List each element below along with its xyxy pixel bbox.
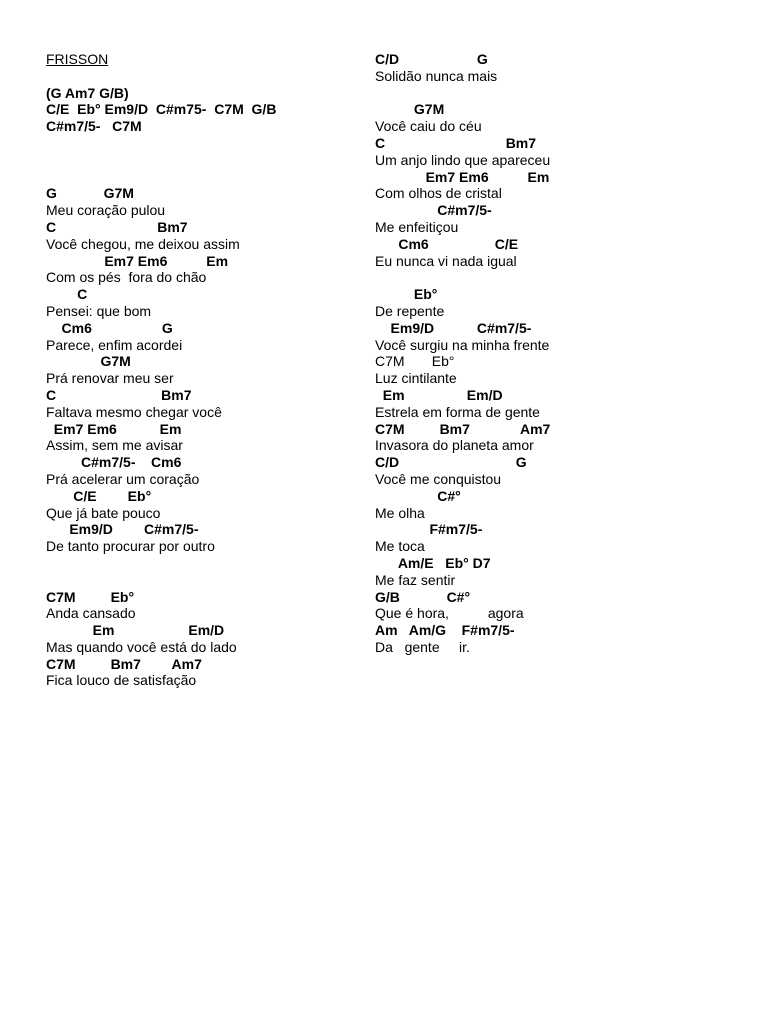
chord-line: C7M Eb° [46, 588, 135, 605]
chord-line: Eb° [375, 286, 438, 303]
lyric-line: Me olha [375, 504, 425, 521]
chord-line: Cm6 C/E [375, 235, 519, 252]
lyric-line: Prá renovar meu ser [46, 370, 174, 387]
chord-line: C#° [375, 487, 461, 504]
blank-line [46, 169, 366, 186]
chord-line: Em9/D C#m7/5- [46, 521, 199, 538]
chord-line: C/E Eb° Em9/D C#m75- C7M G/B [46, 101, 277, 118]
blank-line [46, 572, 366, 589]
chord-line: G G7M [46, 185, 134, 202]
lyric-line: Você chegou, me deixou assim [46, 235, 240, 252]
blank-line [46, 555, 366, 572]
song-title: FRISSON [46, 51, 109, 67]
lyric-line: Um anjo lindo que apareceu [375, 151, 551, 168]
lyric-line: C7M Eb° [375, 353, 455, 370]
lyric-line: De tanto procurar por outro [46, 538, 215, 555]
chord-line: G/B C#° [375, 588, 471, 605]
chord-line: Em Em/D [46, 622, 225, 639]
blank-line [46, 135, 366, 152]
lyric-line: Eu nunca vi nada igual [375, 252, 517, 269]
blank-line [46, 68, 366, 85]
left-column [46, 51, 366, 689]
lyric-line: Fica louco de satisfação [46, 672, 197, 689]
lyric-line: Que é hora, agora [375, 605, 524, 622]
chord-line: C7M Bm7 Am7 [46, 655, 202, 672]
chord-line: C/E Eb° [46, 487, 152, 504]
lyric-line: Me enfeitiçou [375, 218, 459, 235]
lyric-line: Você caiu do céu [375, 118, 482, 135]
chord-line: Am/E Eb° D7 [375, 554, 491, 571]
lyric-line: Com os pés fora do chão [46, 269, 207, 286]
chord-line: Am Am/G F#m7/5- [375, 622, 515, 639]
lyric-line: Assim, sem me avisar [46, 437, 183, 454]
lyric-line: Com olhos de cristal [375, 185, 502, 202]
chord-line: C/D G [375, 454, 527, 471]
chord-line: Em7 Em6 Em [46, 252, 229, 269]
chord-line: Em7 Em6 Em [375, 168, 550, 185]
lyric-line: Prá acelerar um coração [46, 470, 200, 487]
chord-line: F#m7/5- [375, 521, 483, 538]
lyric-line: Que já bate pouco [46, 504, 161, 521]
chord-line: (G Am7 G/B) [46, 84, 129, 101]
lyric-line: Mas quando você está do lado [46, 638, 237, 655]
chord-line: C Bm7 [375, 134, 537, 151]
chord-line: C Bm7 [46, 218, 188, 235]
chord-line: C/D G [375, 51, 488, 67]
lyric-line: Invasora do planeta amor [375, 437, 534, 454]
chord-line: G7M [375, 101, 445, 118]
lyric-line: Luz cintilante [375, 370, 457, 387]
blank-line [375, 85, 745, 102]
blank-line [46, 152, 366, 169]
chord-line: Cm6 G [46, 319, 173, 336]
right-column [375, 51, 745, 656]
chord-line: C [46, 286, 88, 303]
lyric-line: Da gente ir. [375, 638, 470, 655]
lyric-line: Me faz sentir [375, 571, 456, 588]
chord-line: C#m7/5- [375, 202, 492, 219]
chord-line: C7M Bm7 Am7 [375, 420, 551, 437]
chord-line: C#m7/5- C7M [46, 118, 142, 135]
lyric-line: Estrela em forma de gente [375, 403, 540, 420]
blank-line [375, 269, 745, 286]
lyric-line: De repente [375, 302, 445, 319]
lyric-line: Me toca [375, 538, 425, 555]
lyric-line: Solidão nunca mais [375, 67, 498, 84]
lyric-line: Anda cansado [46, 605, 136, 622]
lyric-line: Pensei: que bom [46, 302, 152, 319]
lyric-line: Faltava mesmo chegar você [46, 403, 222, 420]
lyric-line: Parece, enfim acordei [46, 336, 183, 353]
chord-line: Em Em/D [375, 386, 503, 403]
lyric-line: Você surgiu na minha frente [375, 336, 550, 353]
lyric-line: Meu coração pulou [46, 202, 166, 219]
chord-line: G7M [46, 353, 131, 370]
chord-line: Em9/D C#m7/5- [375, 319, 532, 336]
lyric-line: Você me conquistou [375, 470, 502, 487]
chord-line: C Bm7 [46, 386, 192, 403]
chord-line: Em7 Em6 Em [46, 420, 182, 437]
chord-line: C#m7/5- Cm6 [46, 454, 182, 471]
